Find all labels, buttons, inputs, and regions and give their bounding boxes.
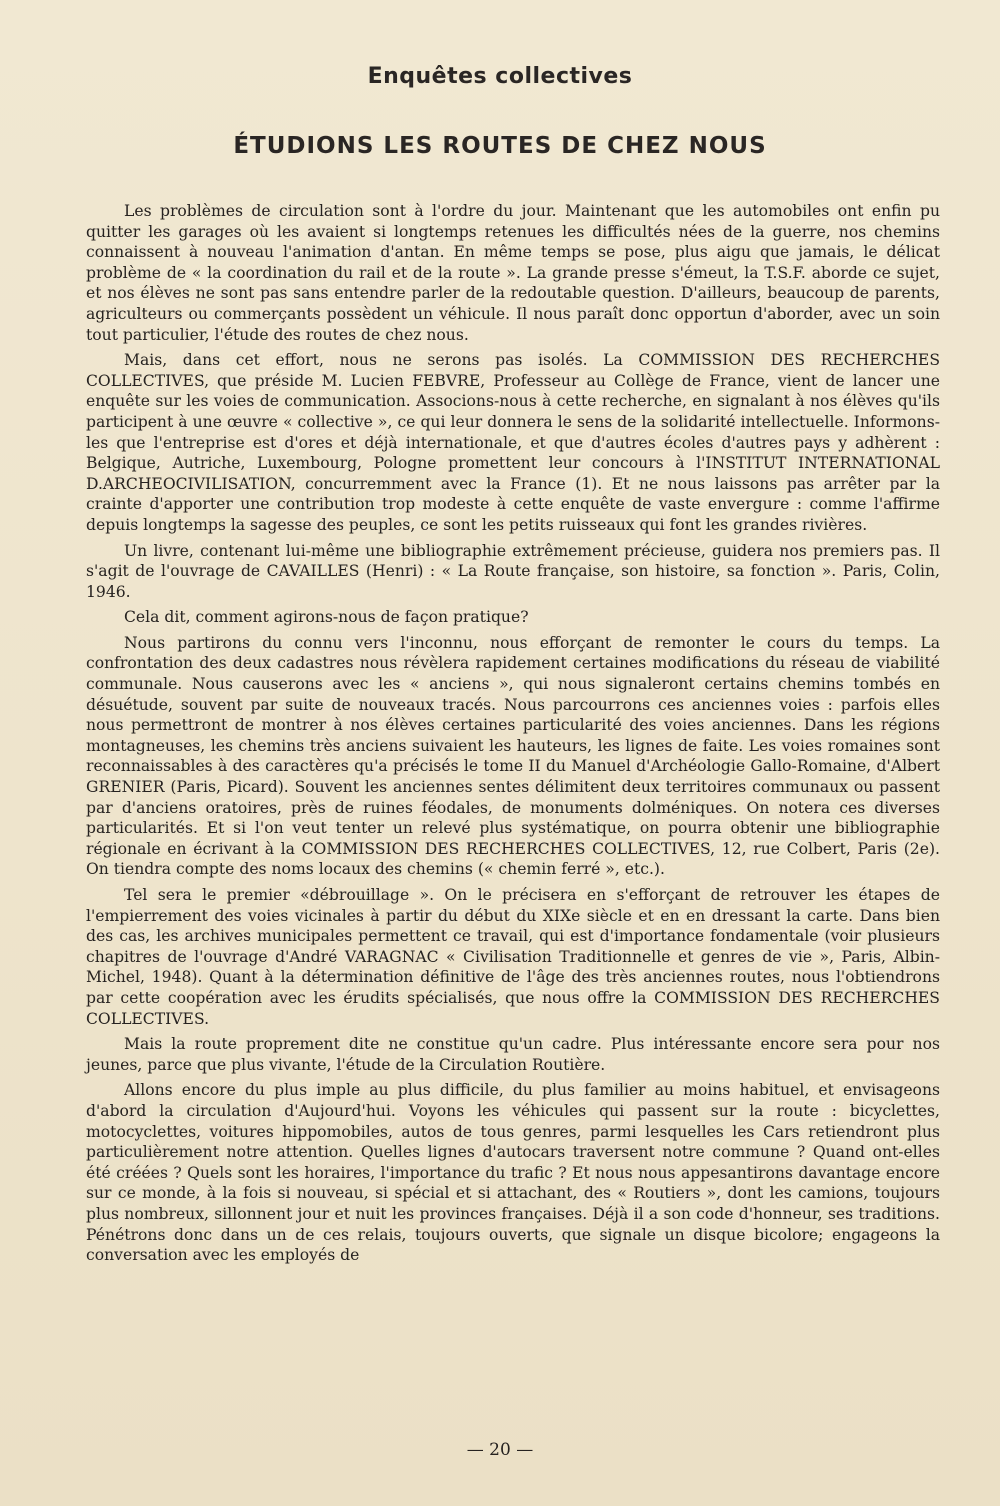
article-body (86, 201, 940, 1271)
paragraph: Tel sera le premier «débrouillage ». On le précisera en s'efforçant de retrouver les étapes de l'empierrement des voies vicinales à partir du début du XIXe siècle et en en dressant la carte. Dans bien des cas, les archives municipales permettent ce travail, qui est d'importance fondamentale (voir plusieurs chapitres de l'ouvrage d'André VARAGNAC « Civilisation Traditionnelle et genres de vie », Paris, Albin-Michel, 1948). Quant à la détermination définitive de l'âge des très anciennes routes, nous l'obtiendrons par cette coopération avec les érudits spécialisés, que nous offre la COMMISSION DES RECHERCHES COLLECTIVES. (86, 886, 940, 1028)
paragraph: Cela dit, comment agirons-nous de façon pratique? (124, 608, 529, 627)
paragraph: Allons encore du plus imple au plus difficile, du plus familier au moins habituel, et envisageons d'abord la circulation d'Aujourd'hui. Voyons les véhicules qui passent sur la route : bicyclettes, motocyclettes, voitures hippomobiles, autos de tous genres, parmi lesquelles les Cars retiendront plus particulièrement notre attention. Quelles lignes d'autocars traversent notre commune ? Quand ont-elles été créées ? Quels sont les horaires, l'importance du trafic ? Et nous nous appesantirons davantage encore sur ce monde, à la fois si nouveau, si spécial et si attachant, des « Routiers », dont les camions, toujours plus nombreux, sillonnent jour et nuit les provinces françaises. Déjà il a son code d'honneur, ses traditions. Pénétrons donc dans un de ces relais, toujours ouverts, que signale un disque bicolore; engageons la conversation avec les employés de (86, 1081, 940, 1265)
section-rubric: Enquêtes collectives (367, 64, 633, 89)
page-number: — 20 — (466, 1440, 534, 1460)
paragraph: Mais la route proprement dite ne constitue qu'un cadre. Plus intéressante encore sera pour nos jeunes, parce que plus vivante, l'étude de la Circulation Routière. (86, 1035, 940, 1074)
paragraph: Un livre, contenant lui-même une bibliographie extrêmement précieuse, guidera nos premiers pas. Il s'agit de l'ouvrage de CAVAILLES (Henri) : « La Route française, son histoire, sa fonction ». Paris, Colin, 1946. (86, 541, 940, 601)
article-title: ÉTUDIONS LES ROUTES DE CHEZ NOUS (233, 133, 767, 159)
paragraph: Les problèmes de circulation sont à l'ordre du jour. Maintenant que les automobiles ont enfin pu quitter les garages où les avaient si longtemps retenues les difficultés nées de la guerre, nos chemins connaissent à nouveau l'animation d'antan. En même temps se pose, plus aigu que jamais, le délicat problème de « la coordination du rail et de la route ». La grande presse s'émeut, la T.S.F. aborde ce sujet, et nos élèves ne sont pas sans entendre parler de la redoutable question. D'ailleurs, beaucoup de parents, agriculteurs ou commerçants possèdent un véhicule. Il nous paraît donc opportun d'aborder, avec un soin tout particulier, l'étude des routes de chez nous. (86, 202, 940, 344)
paragraph: Nous partirons du connu vers l'inconnu, nous efforçant de remonter le cours du temps. La confrontation des deux cadastres nous révèlera rapidement certaines modifications du réseau de viabilité communale. Nous causerons avec les « anciens », qui nous signaleront certains chemins tombés en désuétude, souvent par suite de nouveaux tracés. Nous parcourrons ces anciennes voies : parfois elles nous permettront de montrer à nos élèves certaines particularité des voies anciennes. Dans les régions montagneuses, les chemins très anciens suivaient les hauteurs, les lignes de faite. Les voies romaines sont reconnaissables à des caractères qu'a précisés le tome II du Manuel d'Archéologie Gallo-Romaine, d'Albert GRENIER (Paris, Picard). Souvent les anciennes sentes délimitent deux territoires communaux ou passent par d'anciens oratoires, près de ruines féodales, de monuments dolméniques. On notera ces diverses particularités. Et si l'on veut tenter un relevé plus systématique, on pourra obtenir une bibliographie régionale en écrivant à la COMMISSION DES RECHERCHES COLLECTIVES, 12, rue Colbert, Paris (2e). On tiendra compte des noms locaux des chemins (« chemin ferré », etc.). (86, 633, 940, 879)
paragraph: Mais, dans cet effort, nous ne serons pas isolés. La COMMISSION DES RECHERCHES COLLECTIVES, que préside M. Lucien FEBVRE, Professeur au Collège de France, vient de lancer une enquête sur les voies de communication. Associons-nous à cette recherche, en signalant à nos élèves qu'ils participent à une œuvre « collective », ce qui leur donnera le sens de la solidarité intellectuelle. Informons-les que l'entreprise est d'ores et déjà internationale, et que d'autres écoles d'autres pays y adhèrent : Belgique, Autriche, Luxembourg, Pologne promettent leur concours à l'INSTITUT INTERNATIONAL D.ARCHEOCIVILISATION, concurremment avec la France (1). Et ne nous laissons pas arrêter par la crainte d'apporter une contribution trop modeste à cette enquête de vaste envergure : comme l'affirme depuis longtemps la sagesse des peuples, ce sont les petits ruisseaux qui font les grandes rivières. (86, 351, 940, 534)
